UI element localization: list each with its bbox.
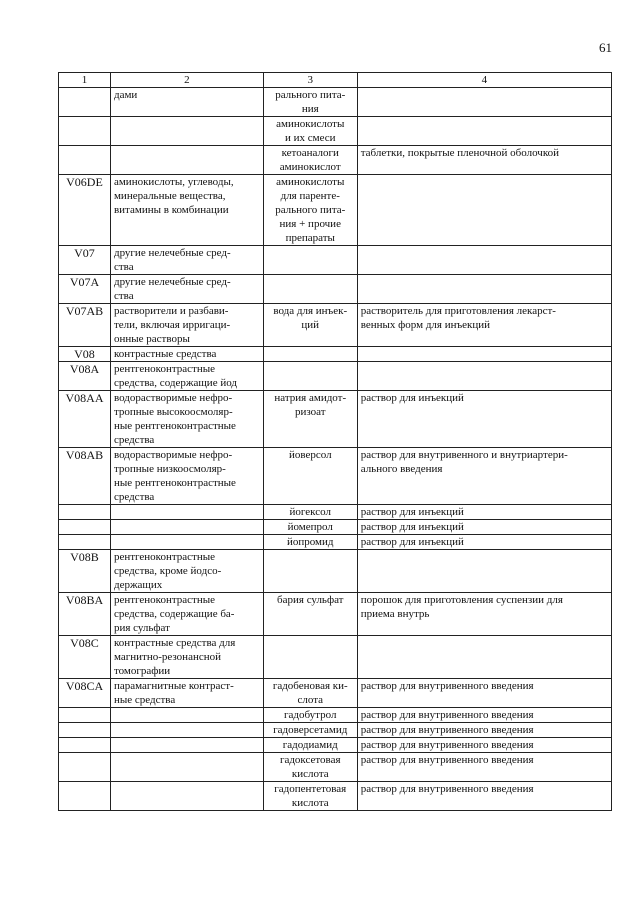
substance-cell: гадодиамид <box>263 738 357 753</box>
atc-code-cell: V08B <box>59 550 111 593</box>
dosage-form-cell: раствор для внутривенного введения <box>357 679 611 708</box>
table-row <box>59 117 612 146</box>
substance-cell: кетоаналоги аминокислот <box>263 146 357 175</box>
table-row <box>59 146 612 175</box>
dosage-form-cell: раствор для инъекций <box>357 505 611 520</box>
dosage-form-cell <box>357 347 611 362</box>
table-row <box>59 708 612 723</box>
atc-code-cell: V08AB <box>59 448 111 505</box>
substance-cell <box>263 636 357 679</box>
atc-code-cell: V08CA <box>59 679 111 708</box>
dosage-form-cell: раствор для внутривенного и внутриартери- ального введения <box>357 448 611 505</box>
dosage-form-cell: растворитель для приготовления лекарст- венных форм для инъекций <box>357 304 611 347</box>
dosage-form-cell: раствор для внутривенного введения <box>357 782 611 811</box>
group-name-cell: дами <box>110 88 263 117</box>
group-name-cell: растворители и разбави- тели, включая ирригаци- онные растворы <box>110 304 263 347</box>
atc-code-cell: V08C <box>59 636 111 679</box>
atc-code-cell: V07AB <box>59 304 111 347</box>
table-row <box>59 347 612 362</box>
substance-cell: аминокислоты для паренте- рального пита- ния + прочие препараты <box>263 175 357 246</box>
substance-cell <box>263 246 357 275</box>
dosage-form-cell: таблетки, покрытые пленочной оболочкой <box>357 146 611 175</box>
atc-code-cell <box>59 117 111 146</box>
atc-code-cell: V08A <box>59 362 111 391</box>
atc-code-cell: V08AA <box>59 391 111 448</box>
substance-cell: гадоверсетамид <box>263 723 357 738</box>
dosage-form-cell <box>357 175 611 246</box>
drug-table <box>58 72 612 811</box>
dosage-form-cell <box>357 362 611 391</box>
table-row <box>59 175 612 246</box>
column-header-3: 3 <box>263 73 357 88</box>
atc-code-cell <box>59 723 111 738</box>
atc-code-cell <box>59 738 111 753</box>
group-name-cell <box>110 753 263 782</box>
column-header-1: 1 <box>59 73 111 88</box>
substance-cell: бария сульфат <box>263 593 357 636</box>
atc-code-cell: V07A <box>59 275 111 304</box>
dosage-form-cell: раствор для внутривенного введения <box>357 738 611 753</box>
table-row <box>59 505 612 520</box>
substance-cell: йоверсол <box>263 448 357 505</box>
group-name-cell: водорастворимые нефро- тропные низкоосмоляр- ные рентгеноконтрастные средства <box>110 448 263 505</box>
table-row <box>59 448 612 505</box>
group-name-cell: контрастные средства для магнитно-резонансной томографии <box>110 636 263 679</box>
atc-code-cell: V08 <box>59 347 111 362</box>
substance-cell: натрия амидот- ризоат <box>263 391 357 448</box>
atc-code-cell <box>59 146 111 175</box>
page-number: 61 <box>599 40 612 55</box>
dosage-form-cell: порошок для приготовления суспензии для приема внутрь <box>357 593 611 636</box>
column-header-2: 2 <box>110 73 263 88</box>
dosage-form-cell <box>357 550 611 593</box>
atc-code-cell: V08BA <box>59 593 111 636</box>
atc-code-cell <box>59 520 111 535</box>
substance-cell: рального пита- ния <box>263 88 357 117</box>
dosage-form-cell <box>357 88 611 117</box>
atc-code-cell: V06DE <box>59 175 111 246</box>
dosage-form-cell: раствор для внутривенного введения <box>357 753 611 782</box>
group-name-cell: рентгеноконтрастные средства, содержащие йод <box>110 362 263 391</box>
group-name-cell: рентгеноконтрастные средства, кроме йодсо- держащих <box>110 550 263 593</box>
substance-cell: йогексол <box>263 505 357 520</box>
dosage-form-cell <box>357 117 611 146</box>
table-row <box>59 636 612 679</box>
dosage-form-cell <box>357 246 611 275</box>
group-name-cell <box>110 505 263 520</box>
group-name-cell <box>110 782 263 811</box>
substance-cell <box>263 362 357 391</box>
dosage-form-cell: раствор для внутривенного введения <box>357 708 611 723</box>
substance-cell: гадопентетовая кислота <box>263 782 357 811</box>
atc-code-cell <box>59 88 111 117</box>
dosage-form-cell <box>357 636 611 679</box>
column-header-4: 4 <box>357 73 611 88</box>
dosage-form-cell: раствор для инъекций <box>357 520 611 535</box>
group-name-cell: водорастворимые нефро- тропные высокоосмоляр- ные рентгеноконтрастные средства <box>110 391 263 448</box>
atc-code-cell <box>59 782 111 811</box>
atc-code-cell <box>59 708 111 723</box>
group-name-cell: парамагнитные контраст- ные средства <box>110 679 263 708</box>
group-name-cell <box>110 117 263 146</box>
substance-cell: йомепрол <box>263 520 357 535</box>
group-name-cell <box>110 520 263 535</box>
substance-cell: гадобутрол <box>263 708 357 723</box>
table-row <box>59 246 612 275</box>
dosage-form-cell: раствор для инъекций <box>357 391 611 448</box>
substance-cell: гадобеновая ки- слота <box>263 679 357 708</box>
substance-cell: гадоксетовая кислота <box>263 753 357 782</box>
dosage-form-cell: раствор для внутривенного введения <box>357 723 611 738</box>
group-name-cell: рентгеноконтрастные средства, содержащие ба- рия сульфат <box>110 593 263 636</box>
table-body <box>59 88 612 811</box>
table-row <box>59 738 612 753</box>
table-row <box>59 593 612 636</box>
group-name-cell <box>110 146 263 175</box>
atc-code-cell <box>59 753 111 782</box>
table-header-row <box>59 73 612 88</box>
atc-code-cell <box>59 505 111 520</box>
table-row <box>59 723 612 738</box>
table-row <box>59 753 612 782</box>
table-row <box>59 88 612 117</box>
substance-cell <box>263 550 357 593</box>
group-name-cell <box>110 738 263 753</box>
table-row <box>59 535 612 550</box>
atc-code-cell <box>59 535 111 550</box>
table-row <box>59 304 612 347</box>
table-row <box>59 520 612 535</box>
table-row <box>59 782 612 811</box>
dosage-form-cell: раствор для инъекций <box>357 535 611 550</box>
table-row <box>59 391 612 448</box>
group-name-cell: контрастные средства <box>110 347 263 362</box>
group-name-cell: другие нелечебные сред- ства <box>110 275 263 304</box>
table-row <box>59 362 612 391</box>
substance-cell <box>263 347 357 362</box>
atc-code-cell: V07 <box>59 246 111 275</box>
group-name-cell: аминокислоты, углеводы, минеральные вещества, витамины в комбинации <box>110 175 263 246</box>
table-row <box>59 275 612 304</box>
group-name-cell <box>110 708 263 723</box>
group-name-cell: другие нелечебные сред- ства <box>110 246 263 275</box>
dosage-form-cell <box>357 275 611 304</box>
substance-cell: йопромид <box>263 535 357 550</box>
table-row <box>59 679 612 708</box>
substance-cell <box>263 275 357 304</box>
group-name-cell <box>110 723 263 738</box>
substance-cell: вода для инъек- ций <box>263 304 357 347</box>
group-name-cell <box>110 535 263 550</box>
substance-cell: аминокислоты и их смеси <box>263 117 357 146</box>
table-row <box>59 550 612 593</box>
